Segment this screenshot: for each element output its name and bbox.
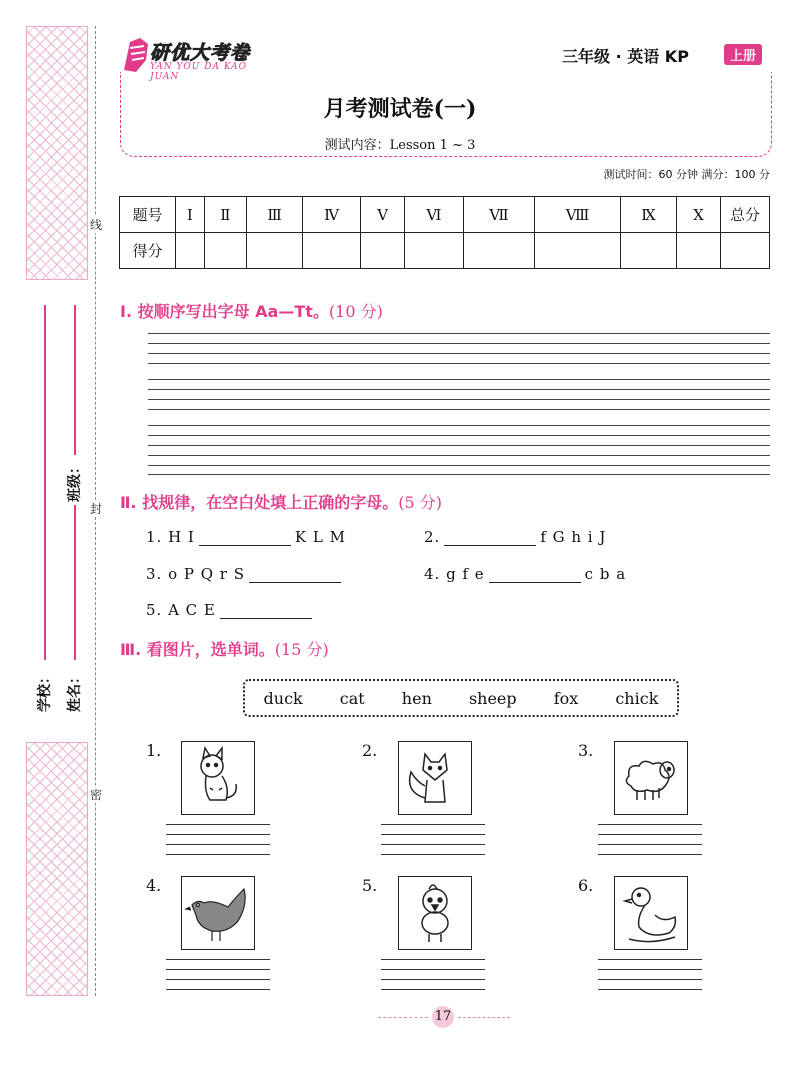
seal-word-line: 线	[90, 218, 103, 232]
logo-pinyin: YAN YOU DA KAO JUAN	[150, 62, 248, 82]
section-2-title: Ⅱ. 找规律，在空白处填上正确的字母。	[120, 493, 399, 512]
answer-line	[598, 989, 702, 990]
margin-hatch-top	[26, 26, 88, 280]
answer-line	[166, 969, 270, 970]
answer-line	[381, 834, 485, 835]
score-input-cell[interactable]	[176, 233, 205, 269]
picture-item-number: 6.	[578, 876, 594, 895]
picture-item-number: 5.	[362, 876, 378, 895]
answer-line	[598, 854, 702, 855]
table-cell: Ⅲ	[247, 197, 303, 233]
score-input-cell[interactable]	[721, 233, 770, 269]
word-option: sheep	[468, 688, 517, 708]
time-score: 测试时间：60 分钟 满分：100 分	[603, 168, 770, 181]
section-1-points: (10 分)	[328, 302, 383, 321]
fist-icon	[120, 34, 152, 74]
answer-line	[598, 844, 702, 845]
answer-line[interactable]	[598, 824, 702, 825]
duck-icon	[615, 877, 687, 949]
exam-content: 测试内容：Lesson 1 ~ 3	[324, 138, 476, 153]
sheep-icon	[615, 742, 687, 814]
question-1	[146, 528, 346, 546]
seal-word-secret: 密	[90, 788, 103, 802]
section-1-heading	[120, 299, 383, 322]
answer-line	[381, 969, 485, 970]
q4-text-before: 4. g f e	[424, 565, 485, 583]
answer-line	[166, 844, 270, 845]
answer-line	[381, 854, 485, 855]
fox-picture	[398, 741, 472, 815]
answer-line[interactable]	[381, 824, 485, 825]
q2-answer-blank[interactable]	[444, 531, 536, 546]
writing-line	[148, 343, 770, 344]
answer-line[interactable]	[598, 959, 702, 960]
score-input-cell[interactable]	[247, 233, 303, 269]
picture-item-number: 4.	[146, 876, 162, 895]
writing-line	[148, 435, 770, 436]
q2-text-before: 2.	[424, 528, 441, 546]
picture-item-number: 3.	[578, 741, 594, 760]
q4-text-after: c b a	[584, 565, 627, 583]
cat-icon	[182, 742, 254, 814]
question-5	[146, 601, 316, 619]
hen-icon	[182, 877, 254, 949]
score-input-cell[interactable]	[620, 233, 676, 269]
question-2	[424, 528, 606, 546]
section-3-heading	[120, 637, 329, 660]
q5-answer-blank[interactable]	[220, 604, 312, 619]
q3-answer-blank[interactable]	[249, 568, 341, 583]
table-cell: Ⅴ	[360, 197, 404, 233]
q2-text-after: f G h i J	[540, 528, 607, 546]
q5-text-before: 5. A C E	[146, 601, 216, 619]
score-input-cell[interactable]	[405, 233, 463, 269]
answer-line	[598, 979, 702, 980]
duck-picture	[614, 876, 688, 950]
answer-line[interactable]	[166, 959, 270, 960]
writing-line	[148, 474, 770, 475]
class-blank[interactable]	[74, 305, 76, 455]
table-cell: Ⅶ	[463, 197, 535, 233]
q1-text-after: K L M	[294, 528, 346, 546]
writing-line	[148, 425, 770, 426]
table-cell: Ⅹ	[677, 197, 721, 233]
question-4	[424, 565, 626, 583]
logo-title: 研优大考卷	[150, 42, 251, 64]
footer-rule-right	[458, 1017, 510, 1018]
table-cell: Ⅷ	[535, 197, 621, 233]
answer-line[interactable]	[381, 959, 485, 960]
table-cell: 题号	[120, 197, 176, 233]
word-option: cat	[339, 688, 365, 708]
writing-line	[148, 465, 770, 466]
cat-picture	[181, 741, 255, 815]
fox-icon	[399, 742, 471, 814]
word-option: hen	[401, 688, 432, 708]
q3-text-before: 3. o P Q r S	[146, 565, 246, 583]
score-table-score-row	[120, 233, 770, 269]
q4-answer-blank[interactable]	[489, 568, 581, 583]
answer-line	[166, 854, 270, 855]
chick-picture	[398, 876, 472, 950]
answer-line	[166, 989, 270, 990]
word-bank	[243, 679, 679, 717]
name-label: 姓名：	[67, 670, 83, 712]
sheep-picture	[614, 741, 688, 815]
score-input-cell[interactable]	[677, 233, 721, 269]
answer-line	[381, 979, 485, 980]
picture-item-number: 1.	[146, 741, 162, 760]
picture-item-number: 2.	[362, 741, 378, 760]
word-option: chick	[615, 688, 659, 708]
score-input-cell[interactable]	[360, 233, 404, 269]
writing-line	[148, 363, 770, 364]
answer-line	[381, 989, 485, 990]
footer-rule-left	[378, 1017, 428, 1018]
table-cell: Ⅵ	[405, 197, 463, 233]
score-input-cell[interactable]	[303, 233, 361, 269]
section-3-title: Ⅲ. 看图片，选单词。	[120, 640, 275, 659]
table-cell: Ⅳ	[303, 197, 361, 233]
section-1-title: Ⅰ. 按顺序写出字母 Aa—Tt。	[120, 302, 329, 321]
answer-line	[166, 979, 270, 980]
word-option: duck	[263, 688, 303, 708]
q1-text-before: 1. H I	[146, 528, 195, 546]
class-label: 班级：	[67, 460, 83, 502]
section-2-points: (5 分)	[398, 493, 442, 512]
writing-line	[148, 445, 770, 446]
table-cell: Ⅸ	[620, 197, 676, 233]
score-table-header-row	[120, 197, 770, 233]
writing-line	[148, 409, 770, 410]
q1-answer-blank[interactable]	[199, 531, 291, 546]
score-input-cell[interactable]	[535, 233, 621, 269]
margin-hatch-bottom	[26, 742, 88, 996]
writing-line	[148, 353, 770, 354]
question-3	[146, 565, 345, 583]
name-blank[interactable]	[74, 505, 76, 660]
table-cell: Ⅱ	[204, 197, 246, 233]
table-cell: Ⅰ	[176, 197, 205, 233]
score-input-cell[interactable]	[204, 233, 246, 269]
answer-line[interactable]	[166, 824, 270, 825]
answer-line	[166, 834, 270, 835]
answer-line	[598, 834, 702, 835]
brand-logo	[120, 34, 280, 82]
table-cell: 总分	[721, 197, 770, 233]
answer-line	[598, 969, 702, 970]
section-3-points: (15 分)	[274, 640, 329, 659]
volume-badge: 上册	[724, 44, 762, 65]
page-number: 17	[432, 1006, 454, 1028]
exam-title: 月考测试卷(一)	[323, 96, 477, 122]
table-cell: 得分	[120, 233, 176, 269]
score-input-cell[interactable]	[463, 233, 535, 269]
writing-line	[148, 389, 770, 390]
word-option: fox	[553, 688, 579, 708]
writing-line	[148, 399, 770, 400]
writing-line	[148, 455, 770, 456]
writing-line	[148, 333, 770, 334]
score-table	[119, 196, 770, 269]
answer-line	[381, 844, 485, 845]
hen-picture	[181, 876, 255, 950]
school-blank[interactable]	[44, 305, 46, 660]
section-2-heading	[120, 490, 442, 513]
writing-line	[148, 379, 770, 380]
seal-word-seal: 封	[90, 502, 103, 516]
school-label: 学校：	[37, 670, 53, 712]
grade-subject: 三年级 · 英语 KP	[562, 47, 689, 66]
chick-icon	[399, 877, 471, 949]
